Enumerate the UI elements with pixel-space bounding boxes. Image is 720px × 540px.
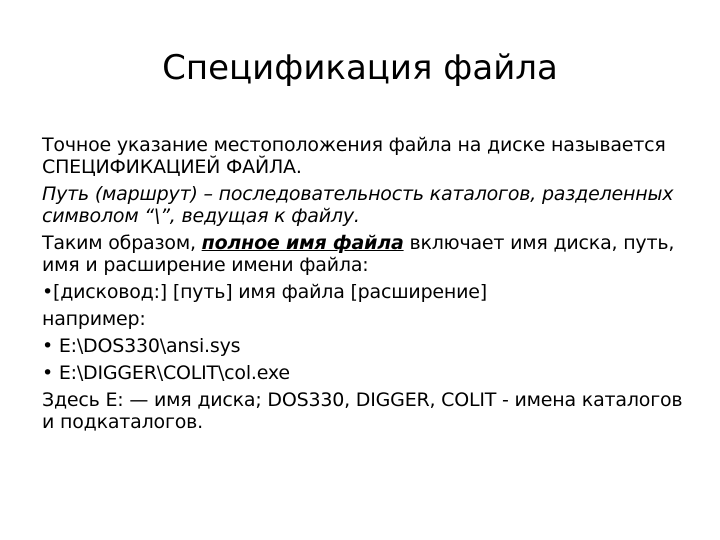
bullet-format: •[дисковод:] [путь] имя файла [расширение] [42, 281, 487, 303]
bullet-example-2: • E:\DIGGER\COLIT\col.exe [42, 362, 290, 384]
bullet-example-1: • E:\DOS330\ansi.sys [42, 335, 241, 357]
slide-body [42, 134, 692, 438]
paragraph-explanation: Здесь Е: — имя диска; DOS330, DIGGER, COLIT - имена каталогов и подкаталогов. [42, 389, 683, 433]
paragraph-full-name [42, 232, 692, 276]
full-name-intro: Таким образом, [42, 232, 202, 254]
full-name-emphasis: полное имя файла [201, 232, 404, 254]
full-name-rest: включает имя диска, путь, имя и расширение имени файла: [42, 232, 675, 276]
paragraph-example-label: например: [42, 308, 146, 330]
slide-title: Спецификация файла [162, 48, 558, 88]
paragraph-path: Путь (маршрут) – последовательность каталогов, разделенных символом “\”, ведущая к файлу. [42, 183, 674, 227]
paragraph-definition: Точное указание местоположения файла на диске называется СПЕЦИФИКАЦИЕЙ ФАЙЛА. [42, 134, 666, 178]
